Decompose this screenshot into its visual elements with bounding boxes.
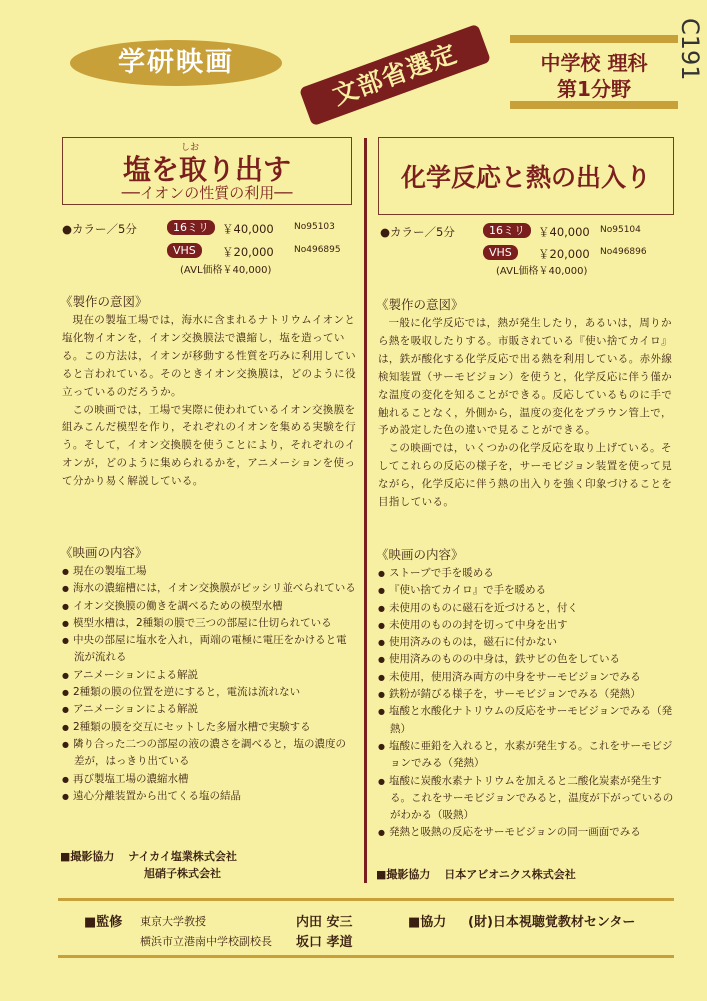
supervise-label: ■監修	[84, 915, 123, 930]
list-item: ● 未使用のものに磁石を近づけると，付く	[378, 600, 674, 617]
list-item: ● 未使用，使用済み両方の中身をサーモビジョンでみる	[378, 669, 674, 686]
list-item: ● アニメーションによる解説	[62, 701, 356, 718]
right-content-list	[378, 565, 674, 842]
left-intent-heading: 《製作の意図》	[60, 294, 148, 309]
list-item: ● 遠心分離装置から出てくる塩の結晶	[62, 788, 356, 805]
column-divider	[364, 138, 367, 883]
cooperation-organization: (財)日本視聴覚教材センター	[468, 915, 636, 930]
left-credit-company-2: 旭硝子株式会社	[144, 867, 221, 880]
cooperation-label: ■協力	[408, 915, 447, 930]
left-price-vhs: ￥20,000	[222, 245, 274, 259]
subject-top-bar	[510, 35, 678, 43]
right-spec	[380, 224, 680, 277]
list-item: ● 2種類の膜を交互にセットした多層水槽で実験する	[62, 719, 356, 736]
right-intent-heading: 《製作の意図》	[376, 297, 464, 312]
list-item: ● 模型水槽は，2種類の膜で三つの部屋に仕切られている	[62, 615, 356, 632]
right-intent-body	[378, 315, 674, 512]
right-content-heading: 《映画の内容》	[376, 547, 464, 562]
left-content-list	[62, 563, 356, 805]
right-format-vhs: VHS	[483, 245, 518, 260]
right-intent-paragraph: 一般に化学反応では，熱が発生したり，あるいは，周りから熱を吸収したりする。市販されている『使い捨てカイロ』は，鉄が酸化する化学反応で出る熱を利用している。赤外線検知装置（サーモビジョン）を使うと，化学反応に伴う僅かな温度の変化を知ることができる。反応しているものに手で触れることなく，外側から，温度の変化をブラウン管上で，予め設定した色の違いで見ることができる。	[378, 317, 673, 437]
right-credit-label: ■撮影協力	[376, 868, 431, 881]
supervisor-2-name: 坂口 孝道	[296, 935, 353, 950]
subject-line-1: 中学校 理科	[540, 51, 648, 75]
left-no-vhs: No496895	[294, 245, 341, 255]
left-format-vhs: VHS	[167, 243, 202, 258]
right-format-16mm: 16ミリ	[483, 223, 531, 238]
monbusho-selected-badge: 文部省選定	[299, 24, 491, 127]
list-item: ● 現在の製塩工場	[62, 563, 356, 580]
list-item: ● 塩酸と水酸化ナトリウムの反応をサーモビジョンでみる（発熱）	[378, 703, 674, 738]
list-item: ● イオン交換膜の働きを調べるための模型水槽	[62, 598, 356, 615]
right-price-vhs: ￥20,000	[538, 247, 590, 261]
left-spec	[62, 221, 362, 276]
list-item: ● 中央の部屋に塩水を入れ，両端の電極に電圧をかけると電流が流れる	[62, 632, 356, 667]
footer-credits	[58, 898, 674, 958]
left-intent-paragraph: 現在の製塩工場では，海水に含まれるナトリウムイオンと塩化物イオンを，イオン交換膜法で濃縮し，塩を造っている。この方法は，イオンが移動する性質を巧みに利用していると言われている。そのときイオン交換膜は，どのように役立っているのだろうか。	[62, 314, 356, 398]
right-credit	[376, 866, 576, 882]
right-credit-company-1: 日本アビオニクス株式会社	[444, 868, 576, 881]
subject-line-2: 第1分野	[557, 77, 631, 101]
right-avl-price: (AVL価格￥40,000)	[496, 266, 588, 277]
list-item: ● 使用済みのものの中身は，鉄サビの色をしている	[378, 651, 674, 668]
left-credit	[60, 848, 237, 864]
list-item: ● 使用済みのものは，磁石に付かない	[378, 634, 674, 651]
list-item: ● 2種類の膜の位置を逆にすると，電流は流れない	[62, 684, 356, 701]
left-credit-company-1: ナイカイ塩業株式会社	[128, 850, 237, 863]
list-item: ● 鉄粉が錆びる様子を，サーモビジョンでみる（発熱）	[378, 686, 674, 703]
list-item: ● アニメーションによる解説	[62, 667, 356, 684]
list-item: ● ストーブで手を暖める	[378, 565, 674, 582]
supervisor-1-affiliation: 東京大学教授	[140, 915, 206, 928]
left-price-16mm: ￥40,000	[222, 222, 274, 236]
list-item: ● 『使い捨てカイロ』で手を暖める	[378, 582, 674, 599]
left-title-box	[62, 137, 352, 205]
left-film-title: 塩を取り出す	[122, 153, 291, 186]
right-intent-paragraph: この映画では，いくつかの化学反応を取り上げている。そしてこれらの反応の様子を，サーモビジョン装置を使って見ながら，化学反応に伴う熱の出入りを強く印象づけることを目指している。	[378, 442, 673, 509]
list-item: ● 未使用のものの封を切って中身を出す	[378, 617, 674, 634]
list-item: ● 再び製塩工場の濃縮水槽	[62, 771, 356, 788]
supervisor-2-affiliation: 横浜市立港南中学校副校長	[140, 935, 272, 948]
subject-bottom-bar	[510, 101, 678, 109]
left-intent-paragraph: この映画では，工場で実際に使われているイオン交換膜を組みこんだ模型を作り，それぞれのイオンを集める実験を行う。そして，イオン交換膜を使うことにより，それぞれのイオンが，どのように集められるかを，アニメーションを使って分かり易く解説している。	[62, 403, 356, 488]
left-intent-body	[62, 312, 356, 491]
left-no-16mm: No95103	[294, 222, 335, 232]
left-content-heading: 《映画の内容》	[60, 545, 148, 560]
list-item: ● 塩酸に炭酸水素ナトリウムを加えると二酸化炭素が発生する。これをサーモビジョンでみると，温度が下がっているのがわかる（吸熱）	[378, 773, 674, 825]
handwritten-note: C191	[676, 18, 704, 81]
list-item: ● 隣り合った二つの部屋の液の濃さを調べると，塩の濃度の差が，はっきり出ている	[62, 736, 356, 771]
list-item: ● 塩酸に亜鉛を入れると，水素が発生する。これをサーモビジョンでみる（発熱）	[378, 738, 674, 773]
title-ruby: しお	[181, 143, 200, 153]
list-item: ● 海水の濃縮槽には，イオン交換膜がビッシリ並べられている	[62, 580, 356, 597]
left-film-subtitle: ──イオンの性質の利用──	[121, 184, 293, 202]
supervisor-1-name: 内田 安三	[296, 915, 353, 930]
subject-label	[510, 35, 678, 111]
list-item: ● 発熱と吸熱の反応をサーモビジョンの同一画面でみる	[378, 824, 674, 841]
right-film-title: 化学反応と熱の出入り	[400, 163, 651, 192]
right-no-vhs: No496896	[600, 247, 647, 257]
right-title-box	[378, 137, 674, 215]
left-format-16mm: 16ミリ	[167, 220, 215, 235]
gakken-eiga-logo: 学研映画	[70, 40, 282, 86]
left-credit-label: ■撮影協力	[60, 850, 115, 863]
right-color-time: ●カラー／5分	[380, 225, 455, 239]
right-price-16mm: ￥40,000	[538, 225, 590, 239]
left-avl-price: (AVL価格￥40,000)	[180, 265, 272, 276]
left-color-time: ●カラー／5分	[62, 222, 137, 236]
right-no-16mm: No95104	[600, 225, 641, 235]
